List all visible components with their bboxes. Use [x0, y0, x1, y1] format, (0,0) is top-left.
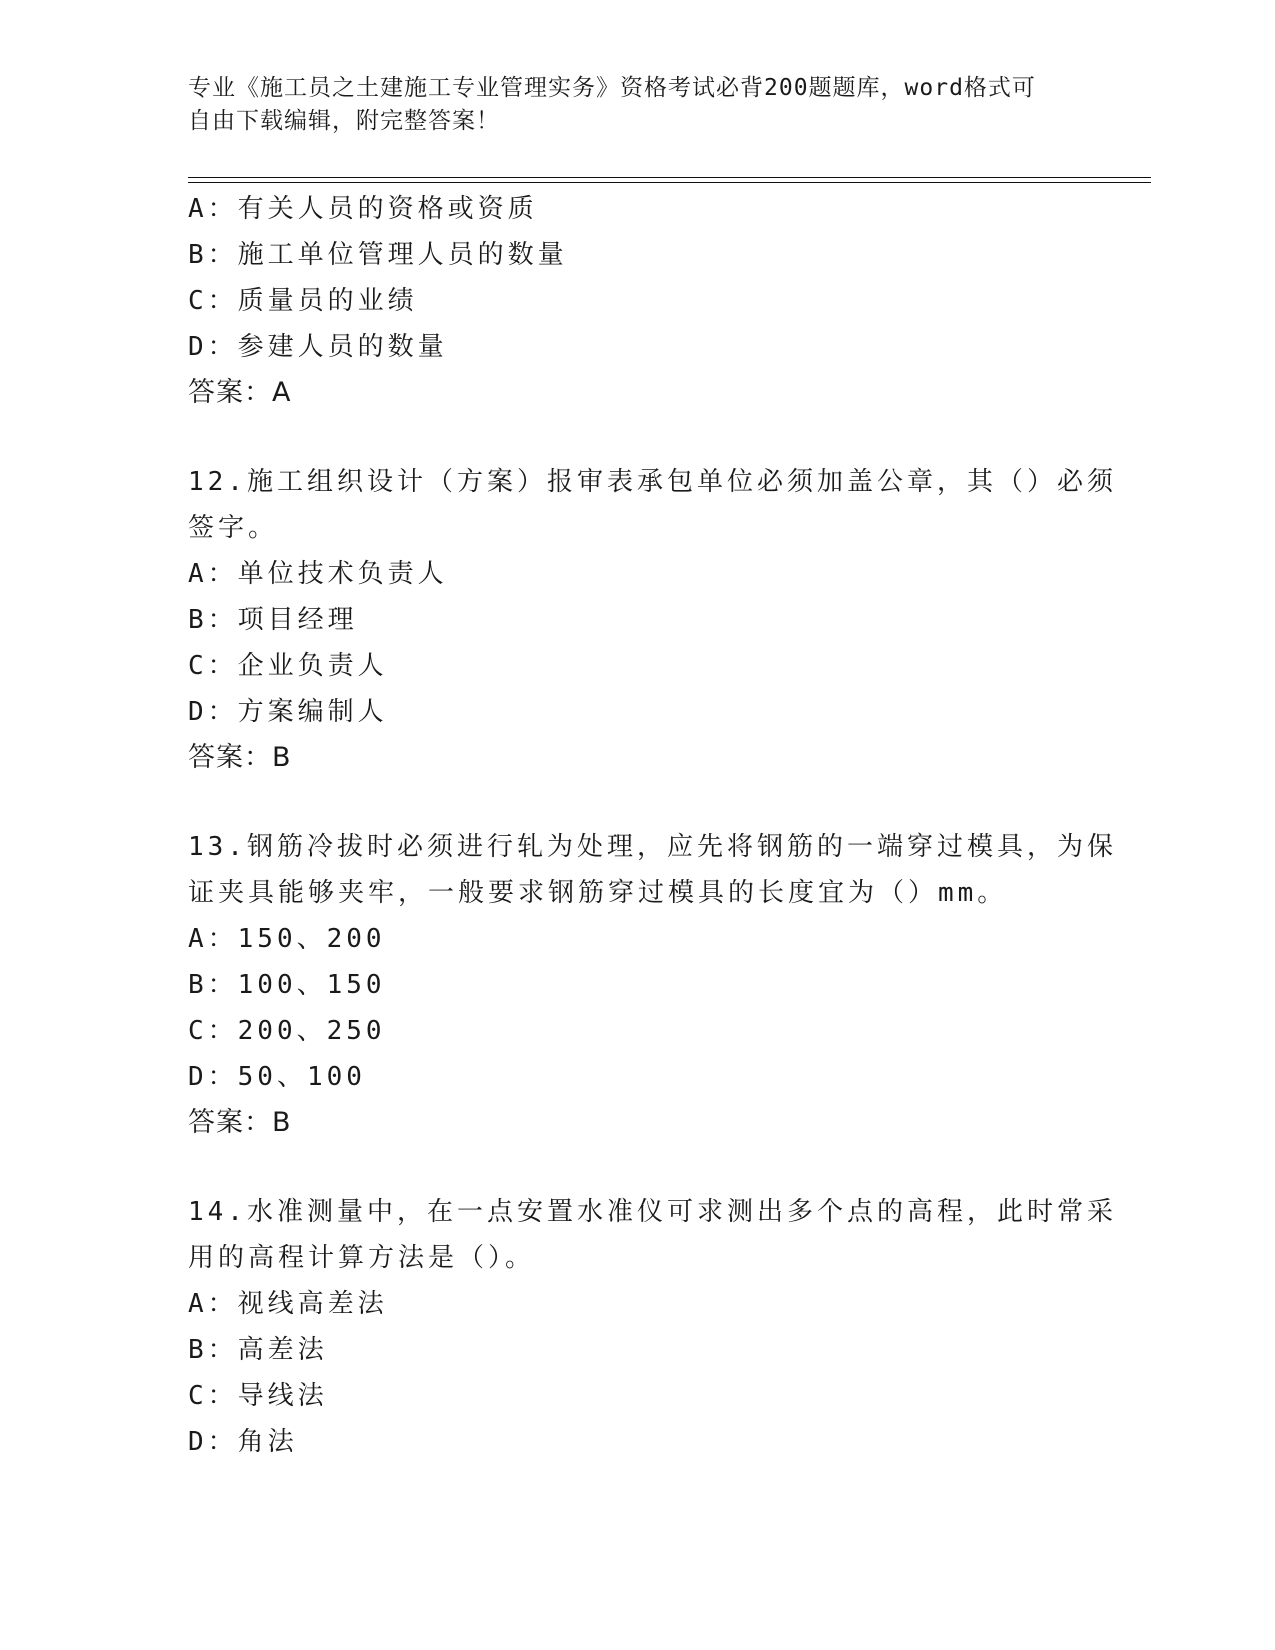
option-b: B：高差法	[188, 1335, 328, 1365]
header-title-line-2: 自由下载编辑，附完整答案！	[188, 108, 500, 134]
question-stem-line-1: 13.钢筋冷拔时必须进行轧为处理，应先将钢筋的一端穿过模具，为保	[188, 832, 1117, 862]
option-b: B：100、150	[188, 970, 386, 1000]
option-d: D：角法	[188, 1427, 298, 1457]
option-c: C：导线法	[188, 1381, 328, 1411]
option-d: D：50、100	[188, 1062, 366, 1092]
question-block-13	[188, 824, 1117, 1145]
question-stem-line-2: 证夹具能够夹牢，一般要求钢筋穿过模具的长度宜为（）mm。	[188, 878, 1008, 908]
spacer	[188, 415, 1088, 459]
question-block-14	[188, 1189, 1117, 1465]
question-stem-line-1: 14.水准测量中，在一点安置水准仪可求测出多个点的高程，此时常采	[188, 1197, 1117, 1227]
question-stem-line-2: 签字。	[188, 513, 279, 543]
option-a: A：视线高差法	[188, 1289, 388, 1319]
question-stem-line-1: 12.施工组织设计（方案）报审表承包单位必须加盖公章，其（）必须	[188, 467, 1117, 497]
option-d: D：参建人员的数量	[188, 332, 448, 362]
question-block-11	[188, 186, 1088, 415]
option-c: C：200、250	[188, 1016, 386, 1046]
answer-line: 答案：B	[188, 1107, 292, 1138]
option-c: C：企业负责人	[188, 651, 388, 681]
question-block-12	[188, 459, 1117, 780]
document-header	[188, 72, 1068, 138]
option-a: A：有关人员的资格或资质	[188, 194, 538, 224]
header-divider-bottom	[188, 182, 1151, 183]
option-c: C：质量员的业绩	[188, 286, 418, 316]
header-title-line-1: 专业《施工员之土建施工专业管理实务》资格考试必背200题题库，word格式可	[188, 75, 1036, 101]
answer-line: 答案：A	[188, 377, 292, 408]
question-list	[188, 186, 1117, 1465]
option-b: B：施工单位管理人员的数量	[188, 240, 568, 270]
option-d: D：方案编制人	[188, 697, 388, 727]
spacer	[188, 1145, 1088, 1189]
answer-line: 答案：B	[188, 742, 292, 773]
spacer	[188, 780, 1088, 824]
option-a: A：150、200	[188, 924, 386, 954]
option-b: B：项目经理	[188, 605, 358, 635]
option-a: A：单位技术负责人	[188, 559, 448, 589]
header-divider-top	[188, 177, 1151, 178]
question-stem-line-2: 用的高程计算方法是（）。	[188, 1243, 536, 1273]
